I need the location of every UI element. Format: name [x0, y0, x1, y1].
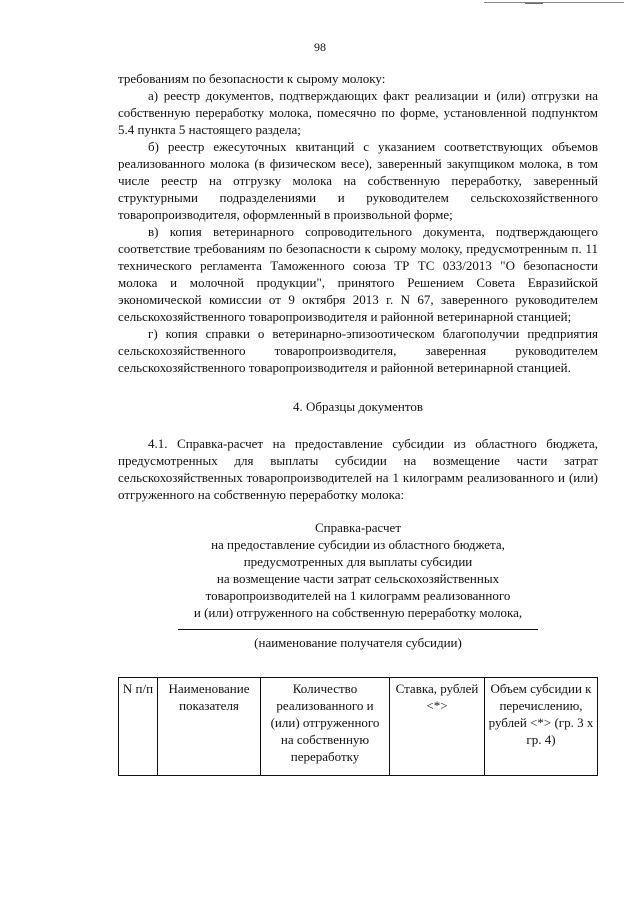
header-cell-subsidy-volume: Объем субсидии к перечислению, рублей <*> (гр. 3 x гр. 4): [485, 678, 598, 776]
header-cell-rate: Ставка, рублей <*>: [390, 678, 485, 776]
form-title-line-5: и (или) отгруженного на собственную переработку молока,: [193, 605, 523, 620]
header-cell-indicator: Наименование показателя: [158, 678, 261, 776]
form-title: Справка-расчет: [314, 520, 402, 535]
paragraph-item-g: г) копия справки о ветеринарно-эпизоотическом благополучии предприятия сельскохозяйственного товаропроизводителя, заверенная руководителем сельскохозяйственного товаропроизводителя и районной ветеринарной станцией.: [118, 326, 598, 375]
header-cell-number: N п/п: [119, 678, 158, 776]
table-header-row: [119, 678, 598, 776]
paragraph-item-v: в) копия ветеринарного сопроводительного документа, подтверждающего соответствие требованиям по безопасности к сырому молоку, предусмотренным п. 11 технического регламента Таможенного союза ТР ТС 033/2013 "О безопасности молока и молочной продукции", принятого Решением Совета Евразийской экономической комиссии от 9 октября 2013 г. N 67, заверенного руководителем сельскохозяйственного товаропроизводителя и районной ветеринарной станцией;: [118, 224, 598, 324]
document-body: [118, 70, 598, 776]
paragraph-item-b: б) реестр ежесуточных квитанций с указанием соответствующих объемов реализованного молока (в физическом весе), заверенный закупщиком молока, в том числе реестр на отгрузку молока на собственную переработку, заверенный структурными подразделениями и руководителем сельскохозяйственного товаропроизводителя, оформленный в произвольной форме;: [118, 139, 598, 222]
form-title-line-4: товаропроизводителей на 1 килограмм реализованного: [205, 588, 511, 603]
form-title-line-3: на возмещение части затрат сельскохозяйственных: [216, 571, 500, 586]
section-title: 4. Образцы документов: [292, 399, 424, 414]
form-title-line-2: предусмотренных для выплаты субсидии: [243, 554, 473, 569]
paragraph-intro: требованиям по безопасности к сырому молоку:: [118, 71, 386, 86]
scan-artifact-line: [484, 2, 624, 3]
scan-artifact-mark: [525, 3, 543, 4]
header-cell-quantity: Количество реализованного и (или) отгруженного на собственную переработку: [261, 678, 390, 776]
recipient-caption: (наименование получателя субсидии): [254, 635, 462, 650]
form-title-line-1: на предоставление субсидии из областного бюджета,: [211, 537, 505, 552]
page-number: 98: [314, 40, 326, 54]
paragraph-item-a: а) реестр документов, подтверждающих факт реализации и (или) отгрузки на собственную переработку молока, помесячно по форме, установленной подпунктом 5.4 пункта 5 настоящего раздела;: [118, 88, 598, 137]
subsection-text: 4.1. Справка-расчет на предоставление субсидии из областного бюджета, предусмотренных для выплаты субсидии на возмещение части затрат сельскохозяйственных товаропроизводителей на 1 килограмм реализованного и (или) отгруженного на собственную переработку молока:: [118, 436, 598, 502]
subsidy-table: [118, 677, 598, 776]
recipient-underline: [178, 629, 538, 630]
